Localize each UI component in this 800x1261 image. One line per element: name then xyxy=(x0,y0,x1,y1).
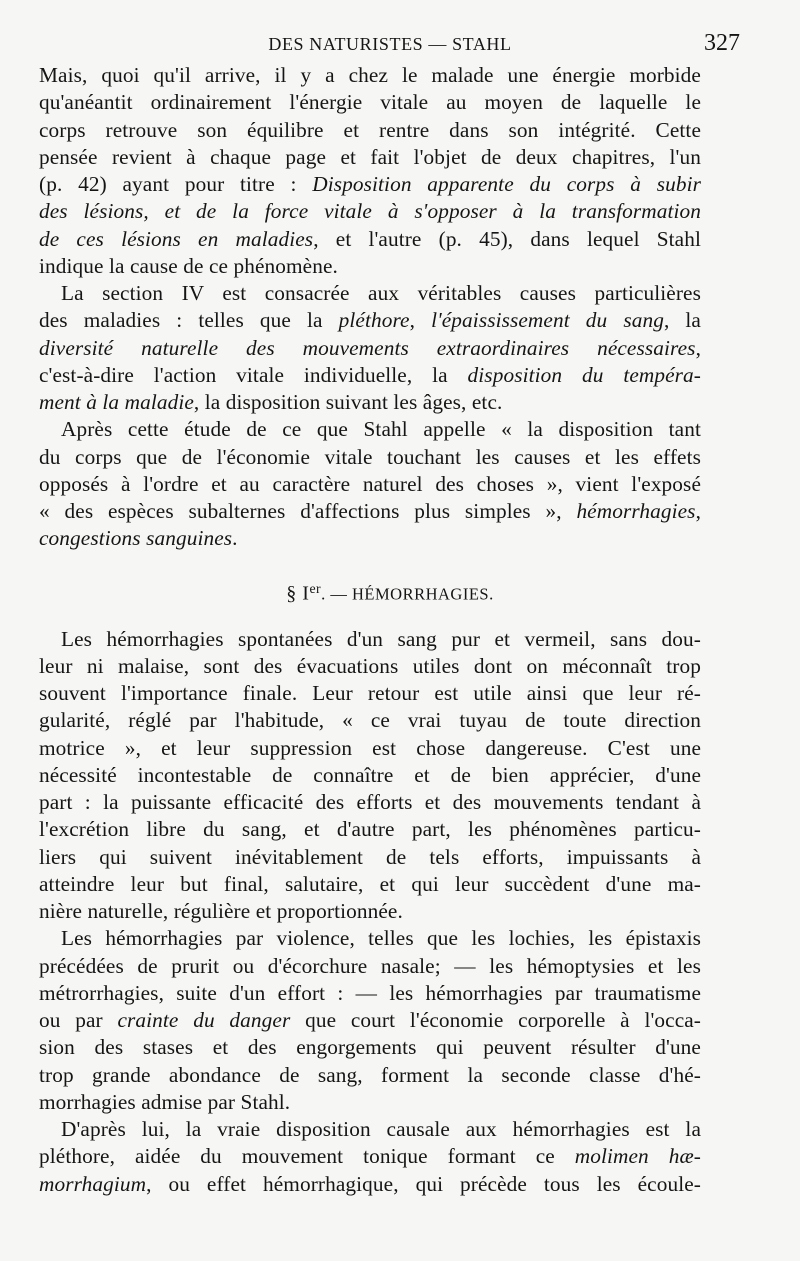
roman-text: , xyxy=(409,308,432,333)
roman-text: pléthore, aidée du mouvement tonique formant ce xyxy=(39,1144,575,1169)
roman-text: , la xyxy=(663,308,701,333)
italic-text: des lésions, et de la force vitale à s'opposer à la transformation xyxy=(39,199,701,224)
roman-text: , xyxy=(695,335,701,360)
italic-text: de ces lésions en maladies xyxy=(39,226,314,251)
paragraph-3 xyxy=(39,416,701,552)
italic-text: crainte du danger xyxy=(117,1008,291,1032)
text-line: morrhagies admise par Stahl. xyxy=(39,1089,291,1114)
text-line: indique la cause de ce phénomène. xyxy=(39,253,338,278)
text-line xyxy=(39,171,701,198)
text-line xyxy=(39,1143,701,1170)
text-line: l'excrétion libre du sang, et d'autre part, les phénomènes particu- xyxy=(39,817,701,842)
text-line: D'après lui, la vraie disposition causale aux hémorrhagies est la xyxy=(61,1117,701,1141)
text-line xyxy=(39,1171,701,1198)
body-text xyxy=(39,62,701,1198)
italic-text: morrhagium xyxy=(39,1171,147,1196)
text-line: du corps que de l'économie vitale touchant les causes et les effets xyxy=(39,444,701,469)
paragraph-4 xyxy=(39,626,701,926)
italic-text: ment à la maladie xyxy=(39,390,194,414)
section-title: . — HÉMORRHAGIES. xyxy=(321,584,494,603)
text-line: corps retrouve son équilibre et rentre dans son intégrité. Cette xyxy=(39,117,701,142)
paragraph-5 xyxy=(39,925,701,1116)
text-line: Les hémorrhagies spontanées d'un sang pur et vermeil, sans dou- xyxy=(61,626,701,651)
text-line: opposés à l'ordre et au caractère naturel des choses », vient l'exposé xyxy=(39,471,701,496)
italic-text: molimen hæ- xyxy=(574,1144,701,1169)
text-line: Après cette étude de ce que Stahl appelle « la disposition tant xyxy=(61,417,701,442)
text-line: Les hémorrhagies par violence, telles que les lochies, les épistaxis xyxy=(61,926,701,951)
section-superscript: er xyxy=(309,580,322,596)
italic-text: l'épaississement du sang xyxy=(431,308,664,333)
text-line: pensée revient à chaque page et fait l'objet de deux chapitres, l'un xyxy=(39,144,701,169)
italic-text: diversité naturelle des mouvements extraordinaires nécessaires xyxy=(39,335,696,360)
text-line: part : la puissante efficacité des efforts et des mouvements tendant à xyxy=(39,790,701,814)
page-header xyxy=(40,26,740,62)
roman-text: . xyxy=(232,526,238,551)
roman-text: que court l'économie corporelle à l'occa- xyxy=(290,1008,702,1032)
text-line: sion des stases et des engorgements qui peuvent résulter d'une xyxy=(39,1035,701,1060)
italic-text: pléthore xyxy=(338,308,410,333)
text-line xyxy=(39,307,701,334)
page-number: 327 xyxy=(704,30,740,56)
text-line xyxy=(39,389,701,416)
italic-text: hémorrhagies xyxy=(576,499,696,523)
roman-text: (p. 42) ayant pour titre : xyxy=(39,172,313,196)
text-line xyxy=(39,498,701,525)
roman-text: c'est-à-dire l'action vitale individuelle, la xyxy=(39,362,468,387)
italic-text: disposition du tempéra- xyxy=(467,362,701,387)
text-line: souvent l'importance finale. Leur retour est utile ainsi que leur ré- xyxy=(39,681,701,705)
text-line: Mais, quoi qu'il arrive, il y a chez le malade une énergie morbide xyxy=(39,63,701,87)
text-line xyxy=(39,362,701,389)
roman-text: ou par xyxy=(39,1008,118,1032)
text-line: liers qui suivent inévitablement de tels efforts, impuissants à xyxy=(39,844,701,869)
paragraph-6 xyxy=(39,1116,701,1198)
italic-text: Disposition apparente du corps à subir xyxy=(312,172,701,196)
roman-text: , xyxy=(695,499,701,523)
text-line: gularité, réglé par l'habitude, « ce vrai tuyau de toute direction xyxy=(39,708,701,733)
roman-text: des maladies : telles que la xyxy=(39,308,339,333)
text-line: motrice », et leur suppression est chose dangereuse. C'est une xyxy=(39,735,701,760)
paragraph-2 xyxy=(39,280,701,416)
roman-text: , et l'autre (p. 45), dans lequel Stahl xyxy=(313,226,701,251)
italic-text: congestions sanguines xyxy=(39,526,233,551)
text-line: nécessité incontestable de connaître et de bien apprécier, d'une xyxy=(39,762,701,787)
text-line: précédées de prurit ou d'écorchure nasale; — les hémoptysies et les xyxy=(39,953,701,978)
text-line: La section IV est consacrée aux véritables causes particulières xyxy=(61,281,701,305)
roman-text: « des espèces subalternes d'affections plus simples », xyxy=(39,499,577,523)
text-line: leur ni malaise, sont des évacuations utiles dont on méconnaît trop xyxy=(39,653,701,678)
text-line: qu'anéantit ordinairement l'énergie vitale au moyen de laquelle le xyxy=(39,90,701,115)
text-line xyxy=(39,335,701,362)
roman-text: , la disposition suivant les âges, etc. xyxy=(193,390,503,414)
text-line xyxy=(39,226,701,253)
text-line xyxy=(39,198,701,225)
text-line: métrorrhagies, suite d'un effort : — les hémorrhagies par traumatisme xyxy=(39,980,701,1005)
section-heading xyxy=(39,575,701,602)
text-line xyxy=(39,525,701,552)
section-symbol: § I xyxy=(286,582,310,604)
paragraph-1 xyxy=(39,62,701,280)
roman-text: , ou effet hémorrhagique, qui précède tous les écoule- xyxy=(146,1171,701,1196)
text-line: nière naturelle, régulière et proportionnée. xyxy=(39,899,403,923)
running-title: DES NATURISTES — STAHL xyxy=(268,34,512,54)
text-line: trop grande abondance de sang, forment la seconde classe d'hé- xyxy=(39,1062,701,1087)
text-line: atteindre leur but final, salutaire, et qui leur succèdent d'une ma- xyxy=(39,871,701,896)
text-line xyxy=(39,1007,701,1034)
